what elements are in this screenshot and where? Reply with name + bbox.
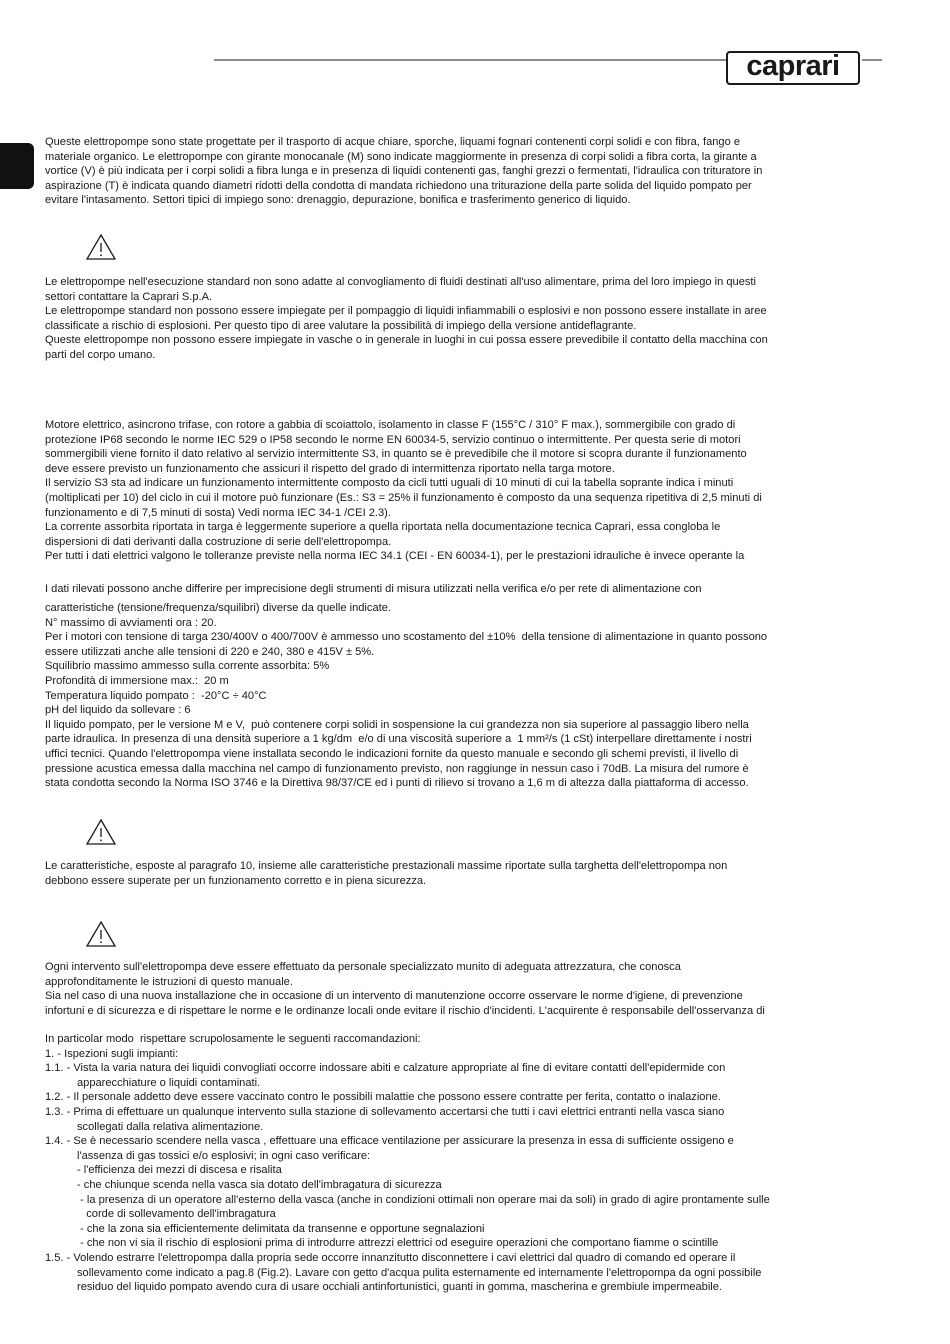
text-line: I dati rilevati possono anche differire per imprecisione degli strumenti di misura utilizzati nella verifica e/o per rete di alimentazione con	[45, 583, 702, 595]
text-line: uffici tecnici. Quando l'elettropompa viene installata secondo le indicazioni fornite da questo manuale e secondo gli schemi previsti, il livello di	[45, 747, 739, 760]
list-item: corde di sollevamento dell'imbragatura	[77, 1208, 276, 1221]
text-line: Per tutti i dati elettrici valgono le tolleranze previste nella norma IEC 34.1 (CEI - EN 60034-1), per le prestazioni idrauliche è invece operante la	[45, 550, 745, 563]
list-item: 1.5. - Volendo estrarre l'elettropompa dalla propria sede occorre innanzitutto disconnettere i cavi elettrici dal quadro di comando ed operare il	[45, 1251, 736, 1264]
text-line: essere utilizzati anche alle tensioni di 220 e 240, 380 e 415V ± 5%.	[45, 645, 375, 658]
text-line: (moltiplicati per 10) del ciclo in cui il motore può funzionare (Es.: S3 = 25% il funzionamento è composto da una sequenza ripetitiva di 2,5 minuti di	[45, 491, 762, 504]
list-item: - la presenza di un operatore all'esterno della vasca (anche in condizioni ottimali non operare mai da soli) in grado di agire prontamente sulle	[77, 1193, 770, 1206]
text-line: Temperatura liquido pompato : -20°C ÷ 40°C	[45, 689, 267, 702]
text-line: In particolar modo rispettare scrupolosamente le seguenti raccomandazioni:	[45, 1033, 421, 1045]
section-motor-specs	[45, 418, 885, 564]
text-line: Queste elettropompe non possono essere impiegate in vasche o in generale in luoghi in cui possa essere prevedibile il contatto della macchina con	[45, 334, 768, 347]
text-line: protezione IP68 secondo le norme IEC 529 o IP58 secondo le norme EN 60034-5, servizio continuo o intermittente. Per questa serie di motori	[45, 433, 741, 446]
text-line: Queste elettropompe sono state progettate per il trasporto di acque chiare, sporche, liquami fognari contenenti corpi solidi e con fibra, fango e	[45, 136, 741, 148]
list-item: - che non vi sia il rischio di esplosioni prima di introdurre attrezzi elettrici od eseguire operazioni che comportano fiamme o scintille	[77, 1237, 719, 1250]
text-line: caratteristiche (tensione/frequenza/squilibri) diverse da quelle indicate.	[45, 602, 391, 614]
list-item: 1.3. - Prima di effettuare un qualunque intervento sulla stazione di sollevamento accertarsi che tutti i cavi elettrici entranti nella vasca siano	[45, 1105, 725, 1118]
text-line: approfonditamente le istruzioni di questo manuale.	[45, 975, 293, 988]
list-item: - che chiunque scenda nella vasca sia dotato dell'imbragatura di sicurezza	[77, 1178, 442, 1191]
text-line: aspirazione (T) è indicata quando diametri ridotti della condotta di mandata richiedono una triturazione della parte solida del liquido pompato per	[45, 179, 752, 192]
text-line: Motore elettrico, asincrono trifase, con rotore a gabbia di scoiattolo, isolamento in classe F (155°C / 310° F max.), sommergibile con grado di	[45, 419, 736, 431]
text-line: stata condotta secondo la Norma ISO 3746 e la Direttiva 98/37/CE ed i punti di rilievo si trovano a 1,6 m di altezza dalla piattaforma di accesso.	[45, 777, 749, 790]
text-line: Le caratteristiche, esposte al paragrafo 10, insieme alle caratteristiche prestazionali massime riportate sulla targhetta dell'elettropompa non	[45, 860, 728, 872]
caprari-logo: caprari	[726, 51, 860, 85]
section-limitations	[45, 275, 885, 363]
list-item: 1. - Ispezioni sugli impianti:	[45, 1047, 179, 1060]
text-line: vortice (V) è più indicata per i corpi solidi a fibra lunga e in presenza di liquidi contenenti gas, fanghi grezzi o fermentati, l'idraulica con trituratore in	[45, 165, 763, 178]
text-line: Il servizio S3 sta ad indicare un funzionamento intermittente composto da cicli tutti uguali di 10 minuti di cui la tabella soprante indica i minuti	[45, 477, 734, 490]
text-line: Squilibrio massimo ammesso sulla corrente assorbita: 5%	[45, 660, 330, 673]
text-line: sommergibili viene fornito il dato relativo al servizio intermittente S3, in quanto se è prevedibile che il motore si scopra durante il funzionamento	[45, 448, 747, 461]
text-line: N° massimo di avviamenti ora : 20.	[45, 616, 217, 629]
header-rule-right	[862, 59, 882, 61]
list-item: - l'efficienza dei mezzi di discesa e risalita	[77, 1164, 282, 1177]
text-line: materiale organico. Le elettropompe con girante monocanale (M) sono indicate maggiormente in presenza di corpi solidi a fibra corta, la girante a	[45, 150, 757, 163]
warning-icon	[85, 233, 117, 261]
text-line: dispersioni di dati derivanti dalla costruzione di serie dell'elettropompa.	[45, 535, 392, 548]
text-line: infortuni e di sicurezza e di rispettare le norme e le ordinanze locali onde evitare il rischio d'incidenti. L'acquirente è responsabile dell'osservanza di	[45, 1004, 765, 1017]
text-line: parti del corpo umano.	[45, 348, 156, 361]
warning-icon	[85, 818, 117, 846]
list-item: residuo del liquido pompato avendo cura di usare occhiali antinfortunistici, guanti in gomma, mascherina e grembiule impermeabile.	[77, 1281, 723, 1294]
text-line: deve essere previsto un funzionamento che assicuri il rispetto del grado di intermittenza riportato nella targa motore.	[45, 462, 615, 475]
text-line: Il liquido pompato, per le versione M e V, può contenere corpi solidi in sospensione la cui grandezza non sia superiore al passaggio libero nella	[45, 718, 749, 731]
text-line: pH del liquido da sollevare : 6	[45, 704, 191, 717]
text-line: parte idraulica. In presenza di una densità superiore a 1 kg/dm e/o di una viscosità superiore a 1 mm²/s (1 cSt) interpellare direttamente i nostri	[45, 733, 752, 746]
text-line: debbono essere superate per un funzionamento corretto e in piena sicurezza.	[45, 874, 427, 887]
section-characteristics	[45, 859, 885, 888]
list-item: 1.2. - Il personale addetto deve essere vaccinato contro le possibili malattie che possono essere contratte per ferita, contatto o inalazione.	[45, 1091, 721, 1104]
section-motor-specs-cont	[45, 601, 885, 791]
list-item: sollevamento come indicato a pag.8 (Fig.2). Lavare con getto d'acqua pulita esternamente ed internamente l'elettropompa da ogni possibile	[77, 1266, 762, 1279]
list-item: scollegati dalla relativa alimentazione.	[77, 1120, 264, 1133]
section-usage	[45, 135, 885, 208]
text-line: Per i motori con tensione di targa 230/400V o 400/700V è ammesso uno scostamento del ±10% della tensione di alimentazione in quanto possono	[45, 631, 768, 644]
text-line: classificate a rischio di esplosioni. Per questo tipo di aree valutare la possibilità di impiego della versione antideflagrante.	[45, 319, 637, 332]
section-safety-list	[45, 1032, 885, 1295]
text-line: Profondità di immersione max.: 20 m	[45, 674, 229, 687]
list-item: apparecchiature o liquidi contaminati.	[77, 1076, 261, 1089]
warning-icon	[85, 920, 117, 948]
header-rule-left	[214, 59, 726, 61]
list-item: 1.4. - Se è necessario scendere nella vasca , effettuare una efficace ventilazione per assicurare la presenza in essa di sufficiente ossigeno e	[45, 1135, 734, 1148]
text-line: Le elettropompe standard non possono essere impiegate per il pompaggio di liquidi infiammabili o esplosivi e non possono essere installate in aree	[45, 305, 767, 318]
text-line: evitare l'intasamento. Settori tipici di impiego sono: drenaggio, depurazione, bonifica e trasferimento generico di liquido.	[45, 194, 631, 207]
text-line: La corrente assorbita riportata in targa è leggermente superiore a quella riportata nella documentazione tecnica Caprari, essa congloba le	[45, 521, 721, 534]
list-item: l'assenza di gas tossici e/o esplosivi; in ogni caso verificare:	[77, 1149, 371, 1162]
text-line: Sia nel caso di una nuova installazione che in occasione di un intervento di manutenzione occorre osservare le norme d'igiene, di prevenzione	[45, 990, 743, 1003]
section-safety	[45, 960, 885, 1018]
text-line: Le elettropompe nell'esecuzione standard non sono adatte al convogliamento di fluidi destinati all'uso alimentare, prima del loro impiego in questi	[45, 276, 756, 288]
list-item: - che la zona sia efficientemente delimitata da transenne e opportune segnalazioni	[77, 1222, 485, 1235]
text-line: funzionamento e di 7,5 minuti di sosta) Vedi norma IEC 34-1 /CEI 2.3).	[45, 506, 391, 519]
list-item: 1.1. - Vista la varia natura dei liquidi convogliati occorre indossare abiti e calzature appropriate al fine di evitare contatti dell'epidermide con	[45, 1062, 726, 1075]
section-motor-specs-note	[45, 582, 885, 597]
text-line: Ogni intervento sull'elettropompa deve essere effettuato da personale specializzato munito di adeguata attrezzatura, che conosca	[45, 961, 681, 973]
text-line: pressione acustica emessa dalla macchina nel campo di funzionamento previsto, non raggiunge in nessun caso i 70dB. La misura del rumore è	[45, 762, 749, 775]
chapter-side-tab	[0, 143, 34, 189]
text-line: settori contattare la Caprari S.p.A.	[45, 290, 213, 303]
